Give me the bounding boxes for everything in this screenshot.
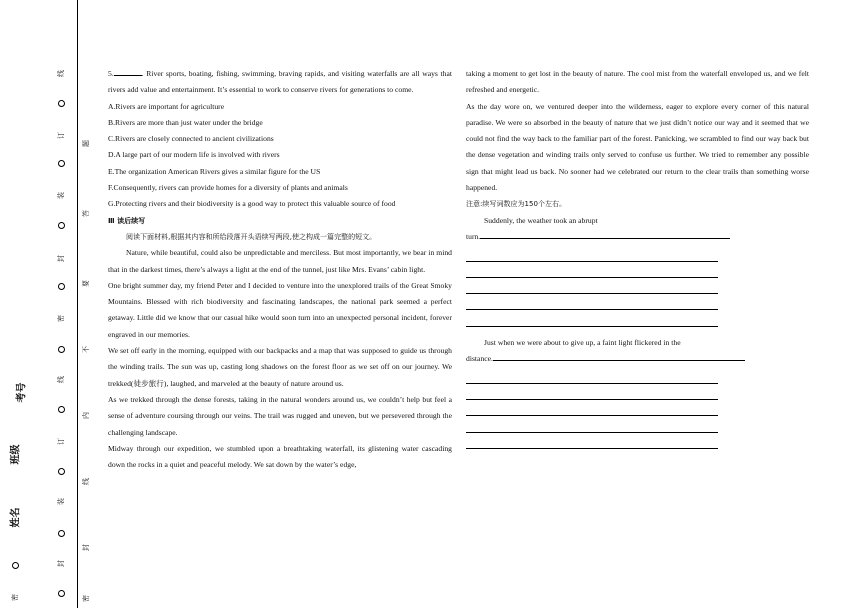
answer-blank[interactable]	[114, 68, 142, 76]
passage-paragraph-5: Midway through our expedition, we stumbled upon a breathtaking waterfall, its glistening water cascading down the rocks in a quiet and peaceful melody. We sat down by the water’s edge,	[108, 443, 452, 470]
margin-circle	[58, 530, 65, 537]
margin-char: 密	[57, 315, 65, 322]
margin-char: 封	[82, 544, 90, 551]
section-title: Ⅲ 读后续写	[108, 216, 146, 225]
writing-line[interactable]	[480, 231, 730, 239]
start-1-end: turn.	[466, 231, 481, 241]
margin-circle	[58, 406, 65, 413]
margin-char: 线	[57, 376, 65, 383]
margin-circle	[12, 562, 19, 569]
margin-circle	[58, 590, 65, 597]
margin-char: 密	[82, 595, 90, 602]
exam-number-label: 考号	[16, 382, 28, 403]
writing-line[interactable]	[466, 367, 718, 383]
margin-char: 订	[57, 438, 65, 445]
margin-circle	[58, 222, 65, 229]
passage-paragraph-3: We set off early in the morning, equipped with our backpacks and a map that was supposed to guide us through the winding trails. The sun was up, casting long shadows on the forest floor as we set off on our journey. We trekked(徒步旅行), laughed, and marveled at the beauty of nature around us.	[108, 346, 452, 388]
option-a: A.Rivers are important for agriculture	[108, 101, 225, 111]
left-column	[108, 66, 452, 473]
continuation-start-1: Suddenly, the weather took an abrupt	[484, 215, 598, 225]
margin-char: 答	[82, 210, 90, 217]
writing-line[interactable]	[466, 400, 718, 416]
margin-char: 装	[57, 498, 65, 505]
continuation-line-2	[466, 351, 809, 367]
writing-line[interactable]	[466, 416, 718, 432]
margin-circle	[58, 346, 65, 353]
class-label: 班级	[10, 444, 22, 465]
margin-char: 内	[82, 412, 90, 419]
margin-char: 装	[57, 192, 65, 199]
passage-paragraph-1: Nature, while beautiful, could also be unpredictable and merciless. But most importantly, we bear in mind that in the darkest times, there’s always a light at the end of the tunnel, just like Mrs. Evans’ cabin light.	[108, 248, 452, 274]
question-number: 5.	[108, 69, 114, 78]
right-column	[466, 66, 809, 449]
binding-margin	[0, 0, 100, 608]
margin-char: 封	[57, 255, 65, 262]
continuation-line-1	[466, 229, 809, 245]
option-b: B.Rivers are more than just water under the bridge	[108, 117, 263, 127]
margin-char: 密	[11, 594, 19, 601]
option-e: E.The organization American Rivers gives a similar figure for the US	[108, 166, 321, 176]
writing-line[interactable]	[493, 353, 745, 361]
margin-char: 线	[82, 478, 90, 485]
writing-line[interactable]	[466, 294, 718, 310]
writing-line[interactable]	[466, 310, 718, 326]
margin-circle	[58, 468, 65, 475]
word-count-note: 注意:续写词数应为150个左右。	[466, 200, 567, 209]
writing-line[interactable]	[466, 278, 718, 294]
margin-circle	[58, 160, 65, 167]
margin-circle	[58, 283, 65, 290]
continuation-start-2: Just when we were about to give up, a faint light flickered in the	[484, 337, 681, 347]
option-d: D.A large part of our modern life is involved with rivers	[108, 150, 280, 160]
instruction: 阅读下面材料,根据其内容和所给段落开头语续写两段,使之构成一篇完整的短文。	[126, 232, 377, 241]
margin-char: 要	[82, 280, 90, 287]
writing-line[interactable]	[466, 245, 718, 261]
margin-char: 封	[57, 560, 65, 567]
passage-paragraph-2: One bright summer day, my friend Peter and I decided to venture into the unexplored trails of the Great Smoky Mountains. Blessed with rich biodiversity and fascinating landscapes, the national park seemed a perfect getaway. Little did we know that our casual hike would soon turn into an unexpected personal incident, forever engraved in our memories.	[108, 280, 452, 339]
margin-rule	[77, 0, 78, 608]
writing-line[interactable]	[466, 384, 718, 400]
margin-char: 题	[82, 140, 90, 147]
writing-line[interactable]	[466, 262, 718, 278]
margin-char: 线	[57, 70, 65, 77]
start-2-end: distance.	[466, 354, 493, 364]
writing-line[interactable]	[466, 433, 718, 449]
margin-circle	[58, 100, 65, 107]
passage-paragraph-6: As the day wore on, we ventured deeper into the wilderness, eager to explore every corner of this natural paradise. We were so absorbed in the beauty of nature that we just didn’t notice our way and it seemed that we could not find the way back to the familiar part of the forest. Panicking, we scrambled to find our way back but the dense vegetation and winding trails only served to confuse us further. We tried to remember any possible sign that might lead us back. No sooner had we celebrated our return to the clear trails than something worse happened.	[466, 101, 809, 193]
option-c: C.Rivers are closely connected to ancient civilizations	[108, 134, 274, 144]
passage-paragraph-5-cont: taking a moment to get lost in the beauty of nature. The cool mist from the waterfall enveloped us, and we felt refreshed and energetic.	[466, 69, 809, 95]
name-label: 姓名	[10, 507, 22, 528]
option-g: G.Protecting rivers and their biodiversity is a good way to protect this valuable source of food	[108, 199, 396, 209]
passage-paragraph-4: As we trekked through the dense forests, taking in the natural wonders around us, we couldn’t help but feel a sense of adventure coursing through our veins. The trail was rugged and uneven, but we persevered through the challenging landscape.	[108, 394, 452, 437]
margin-char: 不	[82, 346, 90, 353]
option-f: F.Consequently, rivers can provide homes for a diversity of plants and animals	[108, 183, 348, 193]
question-5-text: . River sports, boating, fishing, swimming, braving rapids, and visiting waterfalls are all ways that rivers add value and entertainment. It’s essential to work to conserve rivers for generations to come.	[108, 69, 452, 95]
margin-char: 订	[57, 132, 65, 139]
question-5	[108, 66, 452, 99]
